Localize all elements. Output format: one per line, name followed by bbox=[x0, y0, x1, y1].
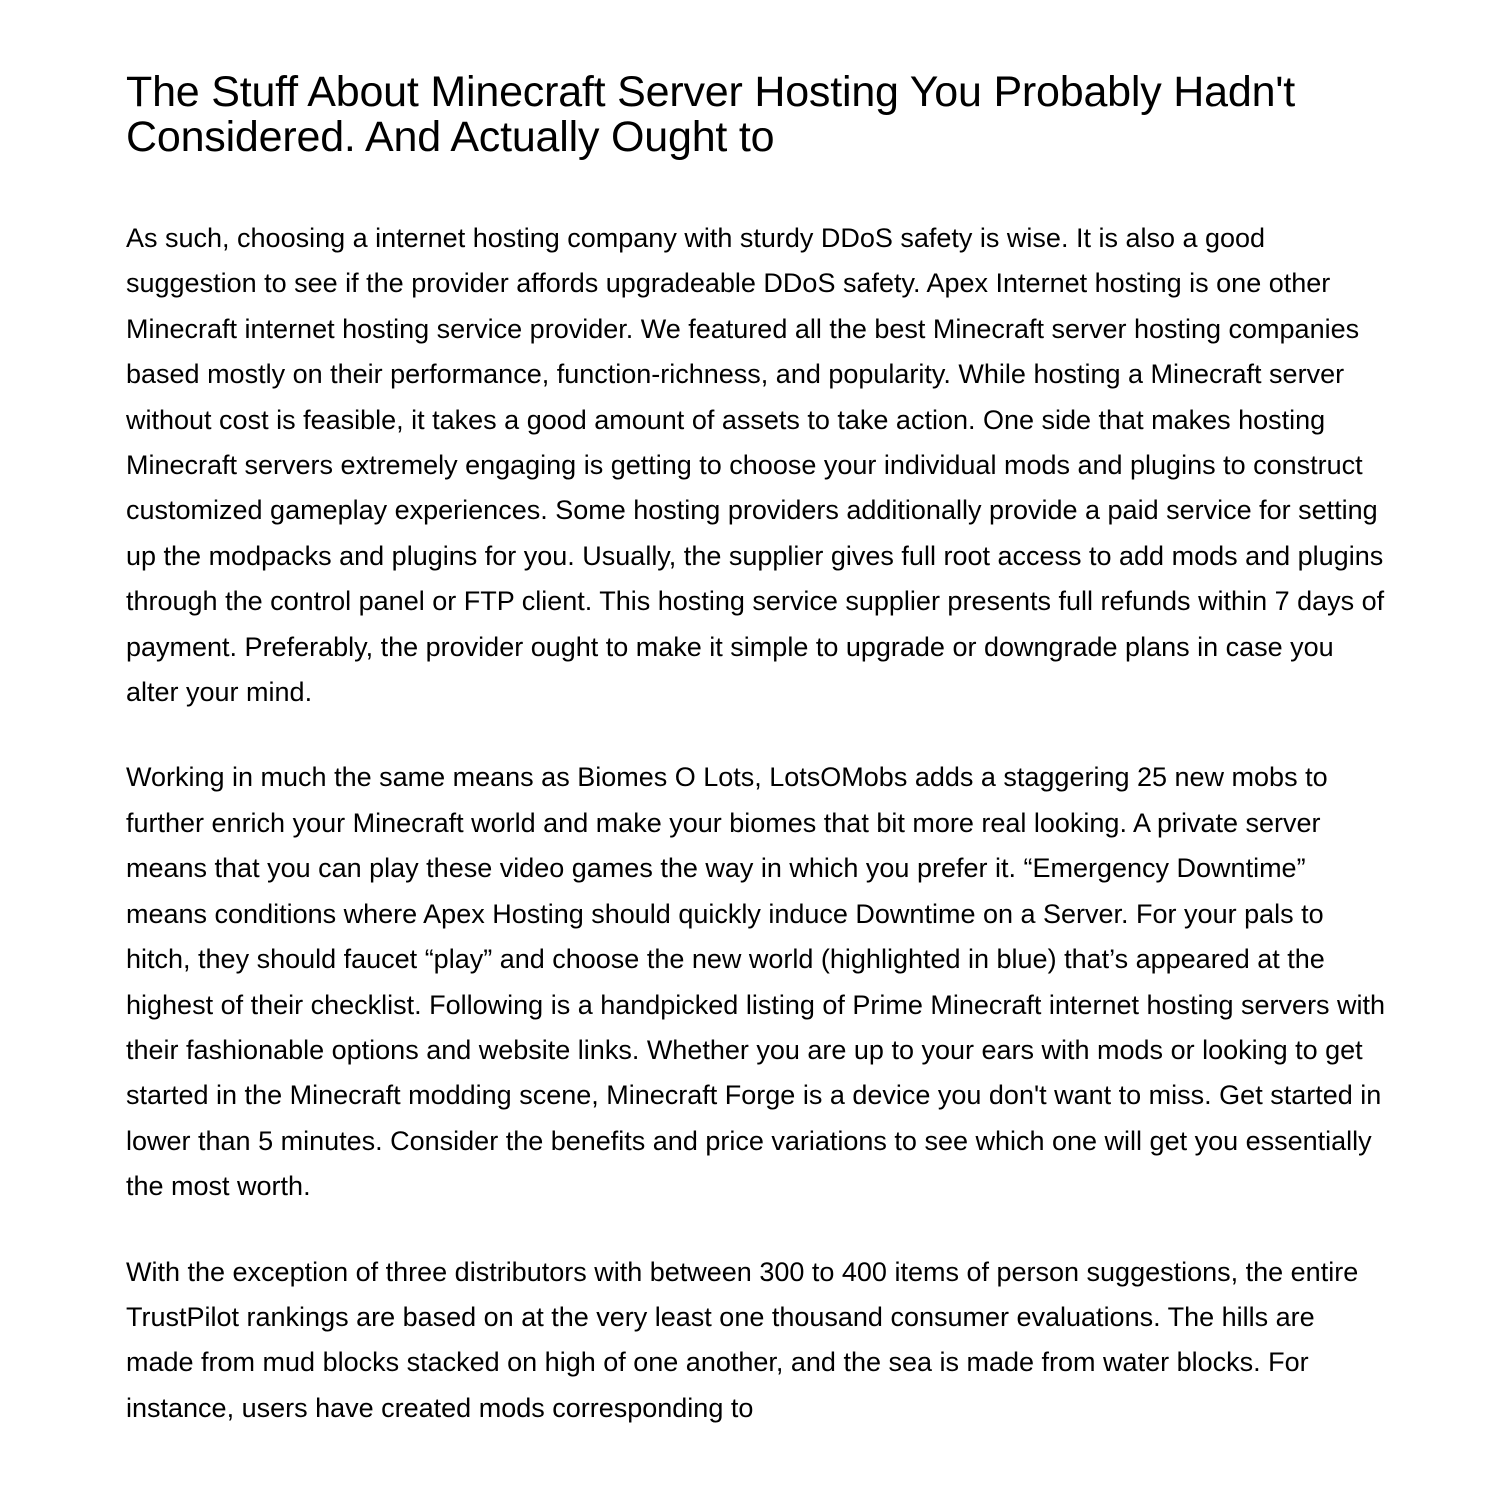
paragraph-2: Working in much the same means as Biomes O Lots, LotsOMobs adds a staggering 25 new mobs to further enrich your Minecraft world and make your biomes that bit more real looking. A private server means that you can play these video games the way in which you prefer it. “Emergency Downtime” means conditions where Apex Hosting should quickly induce Downtime on a Server. For your pals to hitch, they should faucet “play” and choose the new world (highlighted in blue) that’s appeared at the highest of their checklist. Following is a handpicked listing of Prime Minecraft internet hosting servers with their fashionable options and website links. Whether you are up to your ears with mods or looking to get started in the Minecraft modding scene, Minecraft Forge is a device you don't want to miss. Get started in lower than 5 minutes. Consider the benefits and price variations to see which one will get you essentially the most worth. bbox=[126, 762, 1386, 1202]
document-title: The Stuff About Minecraft Server Hosting You Probably Hadn't Considered. And Actually Ought to bbox=[126, 68, 1296, 161]
document-page bbox=[126, 70, 1386, 1431]
paragraph-3: With the exception of three distributors with between 300 to 400 items of person suggestions, the entire TrustPilot rankings are based on at the very least one thousand consumer evaluations. The hills are made from mud blocks stacked on high of one another, and the sea is made from water blocks. For instance, users have created mods corresponding to bbox=[126, 1256, 1359, 1423]
paragraph-1: As such, choosing a internet hosting company with sturdy DDoS safety is wise. It is also a good suggestion to see if the provider affords upgradeable DDoS safety. Apex Internet hosting is one other Minecraft internet hosting service provider. We featured all the best Minecraft server hosting companies based mostly on their performance, function-richness, and popularity. While hosting a Minecraft server without cost is feasible, it takes a good amount of assets to take action. One side that makes hosting Minecraft servers extremely engaging is getting to choose your individual mods and plugins to construct customized gameplay experiences. Some hosting providers additionally provide a paid service for setting up the modpacks and plugins for you. Usually, the supplier gives full root access to add mods and plugins through the control panel or FTP client. This hosting service supplier presents full refunds within 7 days of payment. Preferably, the provider ought to make it simple to upgrade or downgrade plans in case you alter your mind. bbox=[126, 223, 1385, 708]
